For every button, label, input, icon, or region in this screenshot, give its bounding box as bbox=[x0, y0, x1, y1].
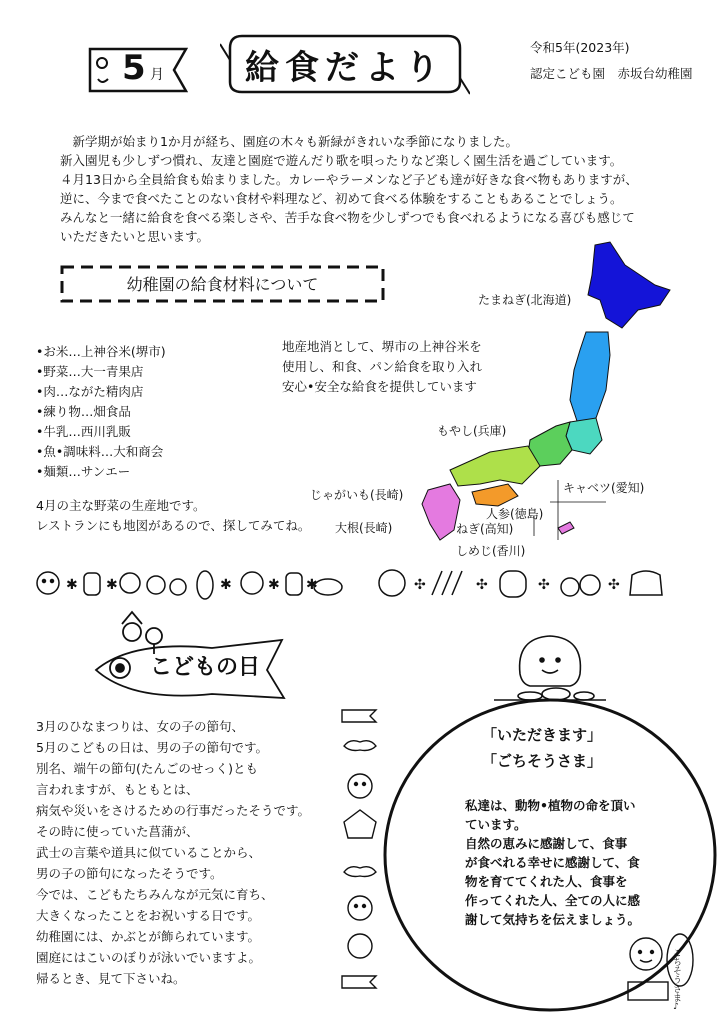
svg-text:✣: ✣ bbox=[538, 577, 550, 593]
kodomo-line: 幼稚園には、かぶとが飾られています。 bbox=[36, 929, 261, 944]
page-title: 給食だより bbox=[245, 48, 445, 88]
map-label-ninjin: 人参(徳島) bbox=[486, 507, 544, 521]
svg-text:✱: ✱ bbox=[66, 577, 78, 593]
map-region-tohoku bbox=[570, 332, 610, 424]
map-label-shimeji: しめじ(香川) bbox=[456, 544, 526, 558]
gochisousama-heading: 「ごちそうさま」 bbox=[482, 752, 603, 770]
svg-text:✱: ✱ bbox=[220, 577, 232, 593]
list-item: •魚•調味料…大和商会 bbox=[36, 444, 164, 459]
svg-text:✣: ✣ bbox=[608, 577, 620, 593]
map-label-negi: ねぎ(高知) bbox=[456, 522, 514, 536]
body-line: が食べれる幸せに感謝して、食 bbox=[465, 855, 640, 870]
kodomo-line: 大きくなったことをお祝いする日です。 bbox=[36, 908, 261, 923]
intro-line: いただきたいと思います。 bbox=[60, 229, 210, 244]
kodomo-line: 男の子の節句になったそうです。 bbox=[36, 866, 223, 881]
list-item: •練り物…畑食品 bbox=[36, 404, 131, 419]
map-label-moyashi: もやし(兵庫) bbox=[437, 424, 507, 438]
note-line: 4月の主な野菜の生産地です。 bbox=[36, 498, 206, 513]
note-line: レストランにも地図があるので、探してみてね。 bbox=[36, 518, 311, 533]
list-item: •肉…ながた精肉店 bbox=[36, 384, 144, 399]
body-line: 物を育ててくれた人、食事を bbox=[465, 874, 628, 889]
body-line: ています。 bbox=[465, 817, 527, 832]
kodomo-line: 別名、端午の節句(たんごのせっく)とも bbox=[36, 761, 259, 776]
body-line: 私達は、動物•植物の命を頂い bbox=[465, 798, 636, 813]
body-line: 謝して気持ちを伝えましょう。 bbox=[465, 912, 641, 927]
kodomo-line: 武士の言葉や道具に似ていることから、 bbox=[36, 845, 262, 860]
list-item: •麺類…サンエー bbox=[36, 464, 131, 479]
gochisousama-bubble: ごちそうさま♪ bbox=[671, 948, 681, 1012]
intro-line: みんなと一緒に給食を食べる楽しさや、苦手な食べ物を少しずつでも食べれるようになる喜びも感じて bbox=[60, 210, 635, 225]
small-girl-illustration bbox=[620, 930, 695, 1005]
month-unit: 月 bbox=[150, 67, 164, 83]
map-label-jagaimo: じゃがいも(長崎) bbox=[310, 488, 404, 502]
svg-text:✱: ✱ bbox=[306, 577, 318, 593]
map-region-okinawa bbox=[558, 522, 574, 534]
kodomo-no-hi-text bbox=[36, 716, 310, 989]
kodomo-line: その時に使っていた菖蒲が、 bbox=[36, 824, 199, 839]
svg-text:✱: ✱ bbox=[106, 577, 118, 593]
local-line: 使用し、和食、パン給食を取り入れ bbox=[282, 359, 483, 374]
kodomo-line: 病気や災いをさけるための行事だったそうです。 bbox=[36, 803, 311, 818]
kodomo-no-hi-title: こどもの日 bbox=[150, 655, 261, 680]
map-region-kyushu bbox=[422, 484, 460, 540]
kodomo-side-icons bbox=[338, 702, 382, 992]
itadakimasu-body bbox=[465, 796, 640, 929]
intro-line: ４月13日から全員給食も始まりました。カレーやラーメンなど子ども達が好きな食べ物もありますが、 bbox=[60, 172, 638, 187]
japan-map bbox=[410, 240, 680, 570]
ingredient-section-title: 幼稚園の給食材料について bbox=[126, 275, 319, 294]
kodomo-line: 帰るとき、見て下さいね。 bbox=[36, 971, 186, 986]
intro-line: 新学期が始まり1か月が経ち、園庭の木々も新緑がきれいな季節になりました。 bbox=[60, 134, 518, 149]
month-number: 5 bbox=[122, 48, 146, 88]
local-line: 地産地消として、堺市の上神谷米を bbox=[282, 339, 482, 354]
intro-line: 逆に、今まで食べたことのない食材や料理など、初めて食べる体験をすることもあることでしょう。 bbox=[60, 191, 623, 206]
map-region-shikoku bbox=[472, 484, 518, 506]
svg-text:✱: ✱ bbox=[268, 577, 280, 593]
list-item: •お米…上神谷米(堺市) bbox=[36, 344, 166, 359]
kodomo-line: 3月のひなまつりは、女の子の節句、 bbox=[36, 719, 244, 734]
list-item: •野菜…大一青果店 bbox=[36, 364, 144, 379]
kodomo-line: 5月のこどもの日は、男の子の節句です。 bbox=[36, 740, 268, 755]
intro-line: 新入園児も少しずつ慣れ、友達と園庭で遊んだり歌を唄ったりなど楽しく園生活を過ごしています。 bbox=[60, 153, 623, 168]
itadakimasu-heading: 「いただきます」 bbox=[482, 726, 603, 744]
body-line: 作ってくれた人、全ての人に感 bbox=[465, 893, 641, 908]
list-item: •牛乳…西川乳販 bbox=[36, 424, 131, 439]
kodomo-line: 今では、こどもたちみんなが元気に育ち、 bbox=[36, 887, 274, 902]
kodomo-line: 言われますが、もともとは、 bbox=[36, 782, 199, 797]
svg-text:✣: ✣ bbox=[476, 577, 488, 593]
map-region-west bbox=[450, 446, 540, 486]
vegetable-decoration-row bbox=[30, 565, 700, 601]
map-label-cabbage: キャベツ(愛知) bbox=[563, 481, 645, 495]
map-label-tamanegi: たまねぎ(北海道) bbox=[478, 293, 572, 307]
intro-paragraph bbox=[60, 132, 638, 246]
kodomo-line: 園庭にはこいのぼりが泳いでいますよ。 bbox=[36, 950, 262, 965]
school-name: 認定こども園 赤坂台幼稚園 bbox=[530, 66, 693, 81]
svg-text:✣: ✣ bbox=[414, 577, 426, 593]
body-line: 自然の恵みに感謝して、食事 bbox=[465, 836, 628, 851]
map-region-hokkaido bbox=[588, 242, 670, 328]
issue-date: 令和5年(2023年) bbox=[530, 40, 630, 55]
local-line: 安心•安全な給食を提供しています bbox=[282, 379, 477, 394]
vegetable-note bbox=[36, 496, 310, 536]
supplier-list bbox=[36, 342, 166, 482]
map-label-daikon: 大根(長崎) bbox=[335, 521, 393, 535]
